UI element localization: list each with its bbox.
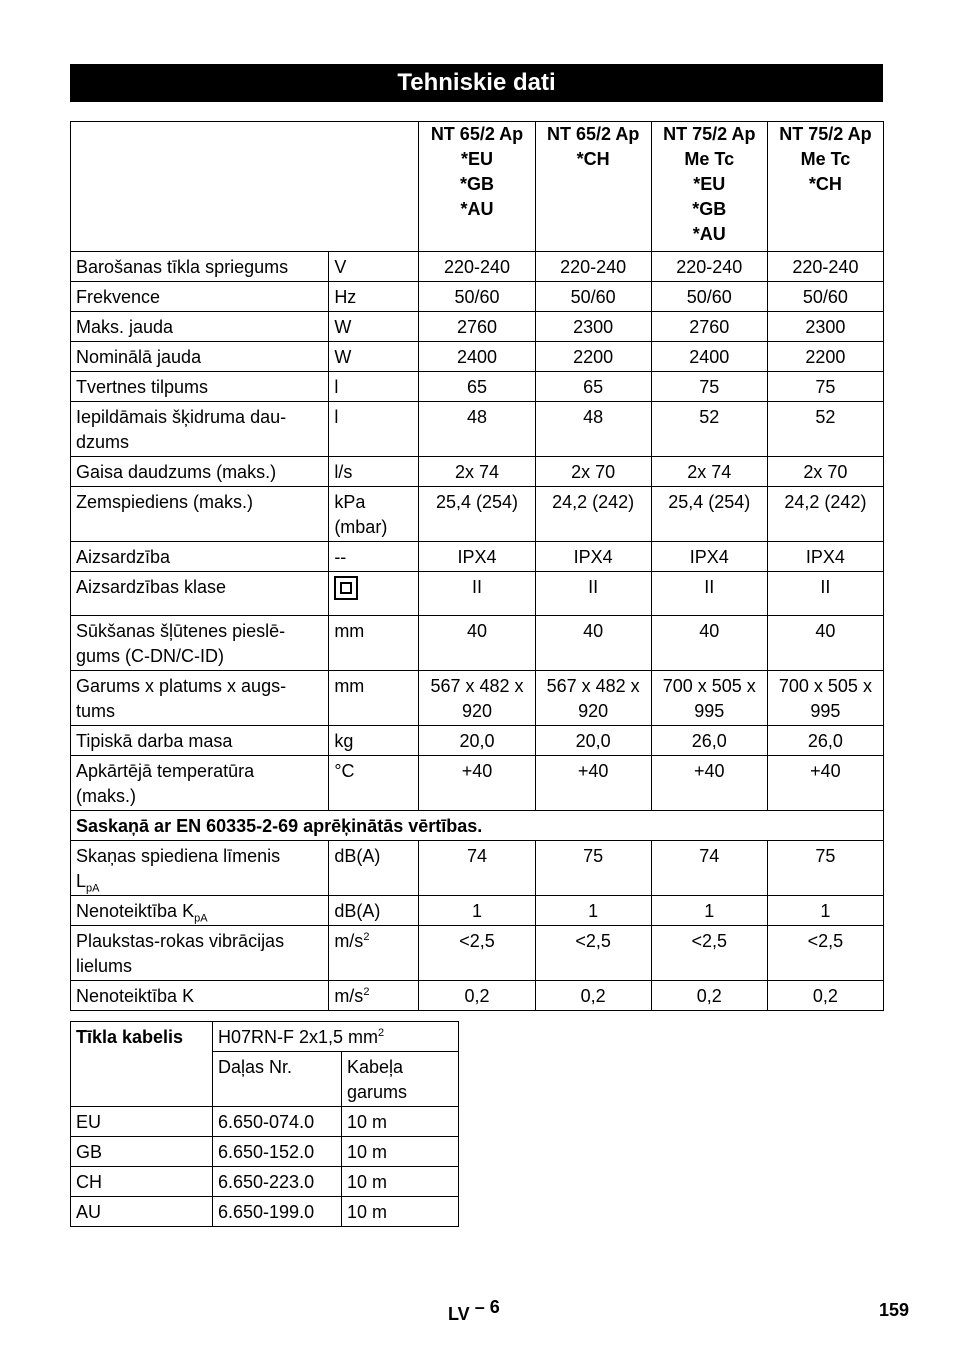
spec-row [71, 671, 884, 726]
spec-label [71, 542, 329, 572]
cable-region: AU [71, 1197, 213, 1227]
spec-row [71, 756, 884, 811]
spec-label-text: Sūkšanas šļūtenes pieslē- gums (C-DN/C-ID) [76, 621, 286, 666]
spec-unit [329, 981, 419, 1011]
spec-unit [329, 756, 419, 811]
spec-row [71, 487, 884, 542]
spec-value: 26,0 [651, 726, 767, 756]
spec-row [71, 572, 884, 616]
spec-value: 567 x 482 x 920 [419, 671, 535, 726]
spec-unit-text: mm [334, 621, 365, 641]
spec-row [71, 372, 884, 402]
spec-value: 220-240 [535, 252, 651, 282]
spec-value: 2760 [419, 312, 535, 342]
spec-value: 40 [535, 616, 651, 671]
spec-label-text: Plaukstas-rokas vibrācijas lielums [76, 931, 285, 976]
spec-unit [329, 926, 419, 981]
spec-row [71, 896, 884, 926]
section-row [71, 811, 884, 841]
spec-unit [329, 671, 419, 726]
spec-value: 2760 [651, 312, 767, 342]
spec-unit-text: kPa (mbar) [334, 492, 388, 537]
spec-label-text: Aizsardzība [76, 547, 171, 567]
spec-label-text: Gaisa daudzums (maks.) [76, 462, 277, 482]
spec-value: 220-240 [767, 252, 883, 282]
spec-value: 52 [651, 402, 767, 457]
spec-unit-text: l [334, 407, 339, 427]
spec-value: <2,5 [419, 926, 535, 981]
spec-unit [329, 896, 419, 926]
spec-label-text: Apkārtējā temperatūra (maks.) [76, 761, 255, 806]
spec-value: 20,0 [535, 726, 651, 756]
spec-label [71, 342, 329, 372]
spec-value: 24,2 (242) [767, 487, 883, 542]
cable-region: EU [71, 1107, 213, 1137]
cable-type: H07RN-F 2x1,5 $mm^2$ [213, 1022, 459, 1052]
spec-unit [329, 542, 419, 572]
spec-value: 25,4 (254) [419, 487, 535, 542]
cable-label: Tīkla kabelis [71, 1022, 213, 1107]
cable-length: 10 m [342, 1137, 459, 1167]
spec-label-text: Nominālā jauda [76, 347, 202, 367]
spec-value: 700 x 505 x 995 [651, 671, 767, 726]
spec-label-text: Garums x platums x augs- tums [76, 676, 287, 721]
spec-unit [329, 342, 419, 372]
spec-row [71, 981, 884, 1011]
spec-value: 74 [651, 841, 767, 896]
spec-unit-text: V [334, 257, 347, 277]
spec-value: 48 [419, 402, 535, 457]
spec-value: +40 [419, 756, 535, 811]
model-header: NT 65/2 Ap *CH [535, 122, 651, 252]
cable-part: 6.650-223.0 [213, 1167, 342, 1197]
spec-value: 26,0 [767, 726, 883, 756]
spec-label [71, 402, 329, 457]
spec-value: 25,4 (254) [651, 487, 767, 542]
cable-part: 6.650-152.0 [213, 1137, 342, 1167]
spec-row [71, 926, 884, 981]
spec-row [71, 542, 884, 572]
spec-value: 1 [535, 896, 651, 926]
spec-label-text: Nenoteiktība K [76, 901, 195, 921]
power-cable-table [70, 1021, 459, 1227]
spec-value: 1 [419, 896, 535, 926]
spec-value: 2300 [767, 312, 883, 342]
spec-value: IPX4 [651, 542, 767, 572]
spec-value: II [767, 572, 883, 616]
spec-value: 75 [535, 841, 651, 896]
spec-label [71, 726, 329, 756]
spec-row [71, 402, 884, 457]
spec-row [71, 841, 884, 896]
spec-value: 74 [419, 841, 535, 896]
technical-data-table [70, 121, 884, 1011]
spec-unit-text: W [334, 317, 352, 337]
spec-value: <2,5 [651, 926, 767, 981]
cable-region: GB [71, 1137, 213, 1167]
spec-value: 2x 74 [419, 457, 535, 487]
spec-unit [329, 841, 419, 896]
spec-unit-text: Hz [334, 287, 357, 307]
cable-length: 10 m [342, 1167, 459, 1197]
spec-row [71, 342, 884, 372]
model-header: NT 75/2 Ap Me Tc *EU *GB *AU [651, 122, 767, 252]
spec-unit-text: mm [334, 676, 365, 696]
spec-row [71, 616, 884, 671]
spec-label-text: Frekvence [76, 287, 161, 307]
spec-unit-superscript: 2 [363, 931, 370, 943]
spec-value: 2200 [535, 342, 651, 372]
spec-value: 0,2 [419, 981, 535, 1011]
spec-value: 65 [535, 372, 651, 402]
spec-row [71, 252, 884, 282]
spec-unit [329, 252, 419, 282]
spec-unit-text: -- [334, 547, 347, 567]
spec-value: 20,0 [419, 726, 535, 756]
spec-unit [329, 402, 419, 457]
spec-value: 40 [651, 616, 767, 671]
spec-unit-text: W [334, 347, 352, 367]
header-row [71, 122, 884, 252]
spec-unit [329, 457, 419, 487]
spec-value: 65 [419, 372, 535, 402]
spec-value: 75 [651, 372, 767, 402]
footer-language: LV $^{- 6}$ [448, 1297, 500, 1324]
spec-value: 2200 [767, 342, 883, 372]
spec-value: +40 [651, 756, 767, 811]
spec-label [71, 457, 329, 487]
spec-value: 2400 [419, 342, 535, 372]
spec-value: 2x 70 [535, 457, 651, 487]
spec-value: II [651, 572, 767, 616]
spec-unit-text: dB(A) [334, 846, 381, 866]
spec-value: 75 [767, 841, 883, 896]
spec-label [71, 312, 329, 342]
spec-value: 40 [767, 616, 883, 671]
spec-unit-text: °C [334, 761, 355, 781]
spec-value: 50/60 [535, 282, 651, 312]
cable-length: 10 m [342, 1107, 459, 1137]
spec-unit [329, 487, 419, 542]
spec-value: 220-240 [419, 252, 535, 282]
spec-label [71, 896, 329, 926]
spec-label [71, 252, 329, 282]
spec-value: IPX4 [535, 542, 651, 572]
spec-label-text: Zemspiediens (maks.) [76, 492, 254, 512]
spec-value: 40 [419, 616, 535, 671]
spec-value: 2x 70 [767, 457, 883, 487]
spec-unit-text: m/s [334, 931, 364, 951]
spec-value: 52 [767, 402, 883, 457]
spec-value: IPX4 [419, 542, 535, 572]
spec-value: 2400 [651, 342, 767, 372]
spec-value: 0,2 [651, 981, 767, 1011]
spec-row [71, 312, 884, 342]
spec-value: 50/60 [419, 282, 535, 312]
cable-region: CH [71, 1167, 213, 1197]
spec-label-subscript: pA [86, 882, 100, 895]
spec-value: 1 [767, 896, 883, 926]
page-number: 159 [879, 1300, 910, 1320]
spec-label [71, 616, 329, 671]
cable-length: 10 m [342, 1197, 459, 1227]
spec-unit [329, 282, 419, 312]
spec-value: +40 [535, 756, 651, 811]
spec-value: 220-240 [651, 252, 767, 282]
spec-value: II [535, 572, 651, 616]
spec-unit-text: kg [334, 731, 354, 751]
spec-value: <2,5 [535, 926, 651, 981]
spec-unit-text: m/s [334, 986, 364, 1006]
model-header: NT 75/2 Ap Me Tc *CH [767, 122, 883, 252]
spec-row [71, 726, 884, 756]
spec-label-text: Tvertnes tilpums [76, 377, 209, 397]
spec-value: 2300 [535, 312, 651, 342]
spec-unit [329, 572, 419, 616]
spec-unit-superscript: 2 [363, 986, 370, 998]
col-part-number: Daļas Nr. [213, 1052, 342, 1107]
spec-value: 24,2 (242) [535, 487, 651, 542]
spec-unit [329, 726, 419, 756]
spec-label [71, 981, 329, 1011]
spec-label-text: Skaņas spiediena līmenis L [76, 846, 281, 891]
spec-label-text: Aizsardzības klase [76, 577, 227, 597]
model-header: NT 65/2 Ap *EU *GB *AU [419, 122, 535, 252]
cable-part: 6.650-199.0 [213, 1197, 342, 1227]
spec-unit-text: l [334, 377, 339, 397]
spec-value: 75 [767, 372, 883, 402]
page-title: Tehniskie dati [70, 64, 883, 102]
spec-value: IPX4 [767, 542, 883, 572]
spec-value: 50/60 [651, 282, 767, 312]
spec-label-text: Iepildāmais šķidruma dau- dzums [76, 407, 287, 452]
section-title: Saskaņā ar EN 60335-2-69 aprēķinātās vērtības. [71, 811, 884, 841]
spec-value: 0,2 [535, 981, 651, 1011]
spec-label [71, 487, 329, 542]
spec-label [71, 841, 329, 896]
spec-value: 2x 74 [651, 457, 767, 487]
spec-label-text: Barošanas tīkla spriegums [76, 257, 289, 277]
spec-label [71, 671, 329, 726]
spec-label [71, 926, 329, 981]
spec-value: +40 [767, 756, 883, 811]
spec-label [71, 756, 329, 811]
spec-label [71, 572, 329, 616]
spec-value: <2,5 [767, 926, 883, 981]
spec-label-text: Maks. jauda [76, 317, 174, 337]
spec-row [71, 457, 884, 487]
spec-label [71, 282, 329, 312]
spec-unit-text: dB(A) [334, 901, 381, 921]
protection-class-ii-icon [334, 576, 358, 600]
spec-label-text: Tipiskā darba masa [76, 731, 233, 751]
spec-unit [329, 372, 419, 402]
header-blank-cell [71, 122, 419, 252]
spec-unit [329, 616, 419, 671]
spec-value: 48 [535, 402, 651, 457]
spec-value: 0,2 [767, 981, 883, 1011]
spec-value: II [419, 572, 535, 616]
spec-value: 567 x 482 x 920 [535, 671, 651, 726]
cable-part: 6.650-074.0 [213, 1107, 342, 1137]
spec-value: 1 [651, 896, 767, 926]
spec-label-text: Nenoteiktība K [76, 986, 195, 1006]
spec-row [71, 282, 884, 312]
spec-label [71, 372, 329, 402]
col-cable-length: Kabeļa garums [342, 1052, 459, 1107]
spec-unit [329, 312, 419, 342]
spec-value: 50/60 [767, 282, 883, 312]
spec-unit-text: l/s [334, 462, 353, 482]
spec-label-subscript: pA [194, 912, 208, 925]
spec-value: 700 x 505 x 995 [767, 671, 883, 726]
